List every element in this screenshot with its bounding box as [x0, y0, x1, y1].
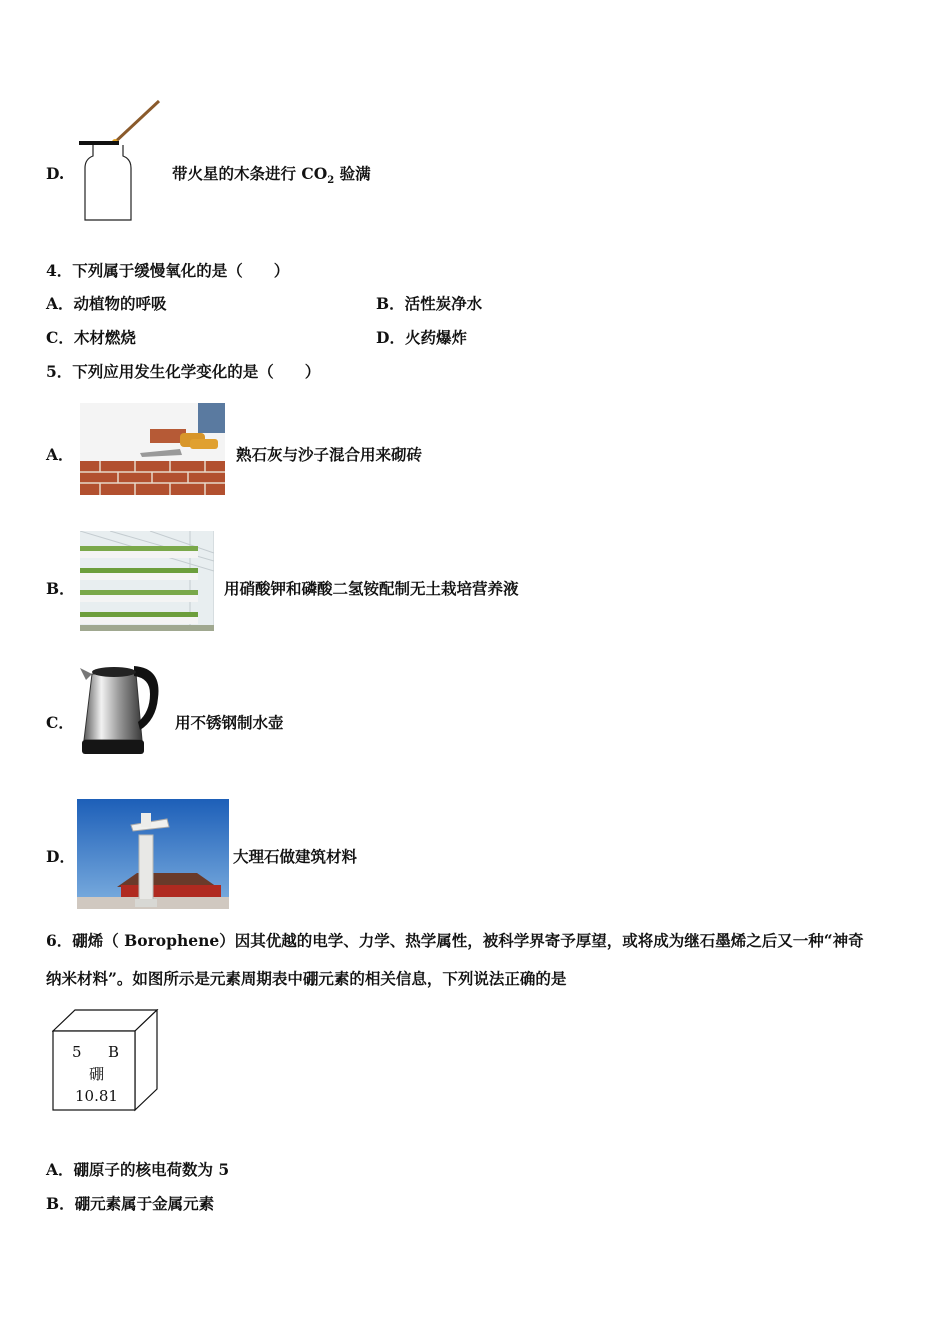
q4-option-d: D．火药爆炸 — [376, 328, 467, 347]
q5-stem: 5．下列应用发生化学变化的是（ ） — [46, 362, 321, 381]
q4-option-a: A．动植物的呼吸 — [46, 294, 167, 313]
q4-option-c: C．木材燃烧 — [46, 328, 136, 347]
element-atomic-number: 5 — [72, 1043, 82, 1061]
q5-option-b-letter: B． — [46, 579, 75, 598]
boron-element-card — [52, 1009, 160, 1113]
bricklaying-image — [80, 403, 225, 495]
element-atomic-mass: 10.81 — [75, 1087, 118, 1105]
q6-option-a: A．硼原子的核电荷数为 5 — [46, 1160, 230, 1179]
q4-stem: 4．下列属于缓慢氧化的是（ ） — [46, 261, 290, 280]
q5-option-a-text: 熟石灰与沙子混合用来砌砖 — [236, 445, 423, 464]
q5-option-c-text: 用不锈钢制水壶 — [175, 713, 284, 732]
q5-option-b-text: 用硝酸钾和磷酸二氢铵配制无土栽培营养液 — [224, 579, 519, 598]
element-symbol: B — [108, 1043, 120, 1061]
q5-option-c-letter: C． — [46, 713, 74, 732]
gas-bottle-with-splint-icon — [75, 96, 167, 224]
q3-option-d-letter: D. — [46, 164, 65, 183]
kettle-image — [78, 658, 164, 760]
q6-option-b: B．硼元素属于金属元素 — [46, 1194, 215, 1213]
marble-column-image — [77, 799, 229, 909]
q4-option-b: B．活性炭净水 — [376, 294, 483, 313]
q5-option-d-letter: D． — [46, 847, 75, 866]
q6-stem-line2: 纳米材料”。如图所示是元素周期表中硼元素的相关信息，下列说法正确的是 — [46, 969, 567, 988]
greenhouse-image — [80, 531, 214, 631]
q5-option-a-letter: A． — [46, 445, 74, 464]
q3-option-d-text: 带火星的木条进行 $CO_2$ 验满 — [172, 164, 371, 187]
q6-stem-line1: 6．硼烯（ Borophene）因其优越的电学、力学、热学属性，被科学界寄予厚望，或将成为继石墨烯之后又一种“神奇 — [46, 931, 864, 950]
element-name: 硼 — [89, 1065, 105, 1083]
q5-option-d-text: 大理石做建筑材料 — [233, 847, 358, 866]
